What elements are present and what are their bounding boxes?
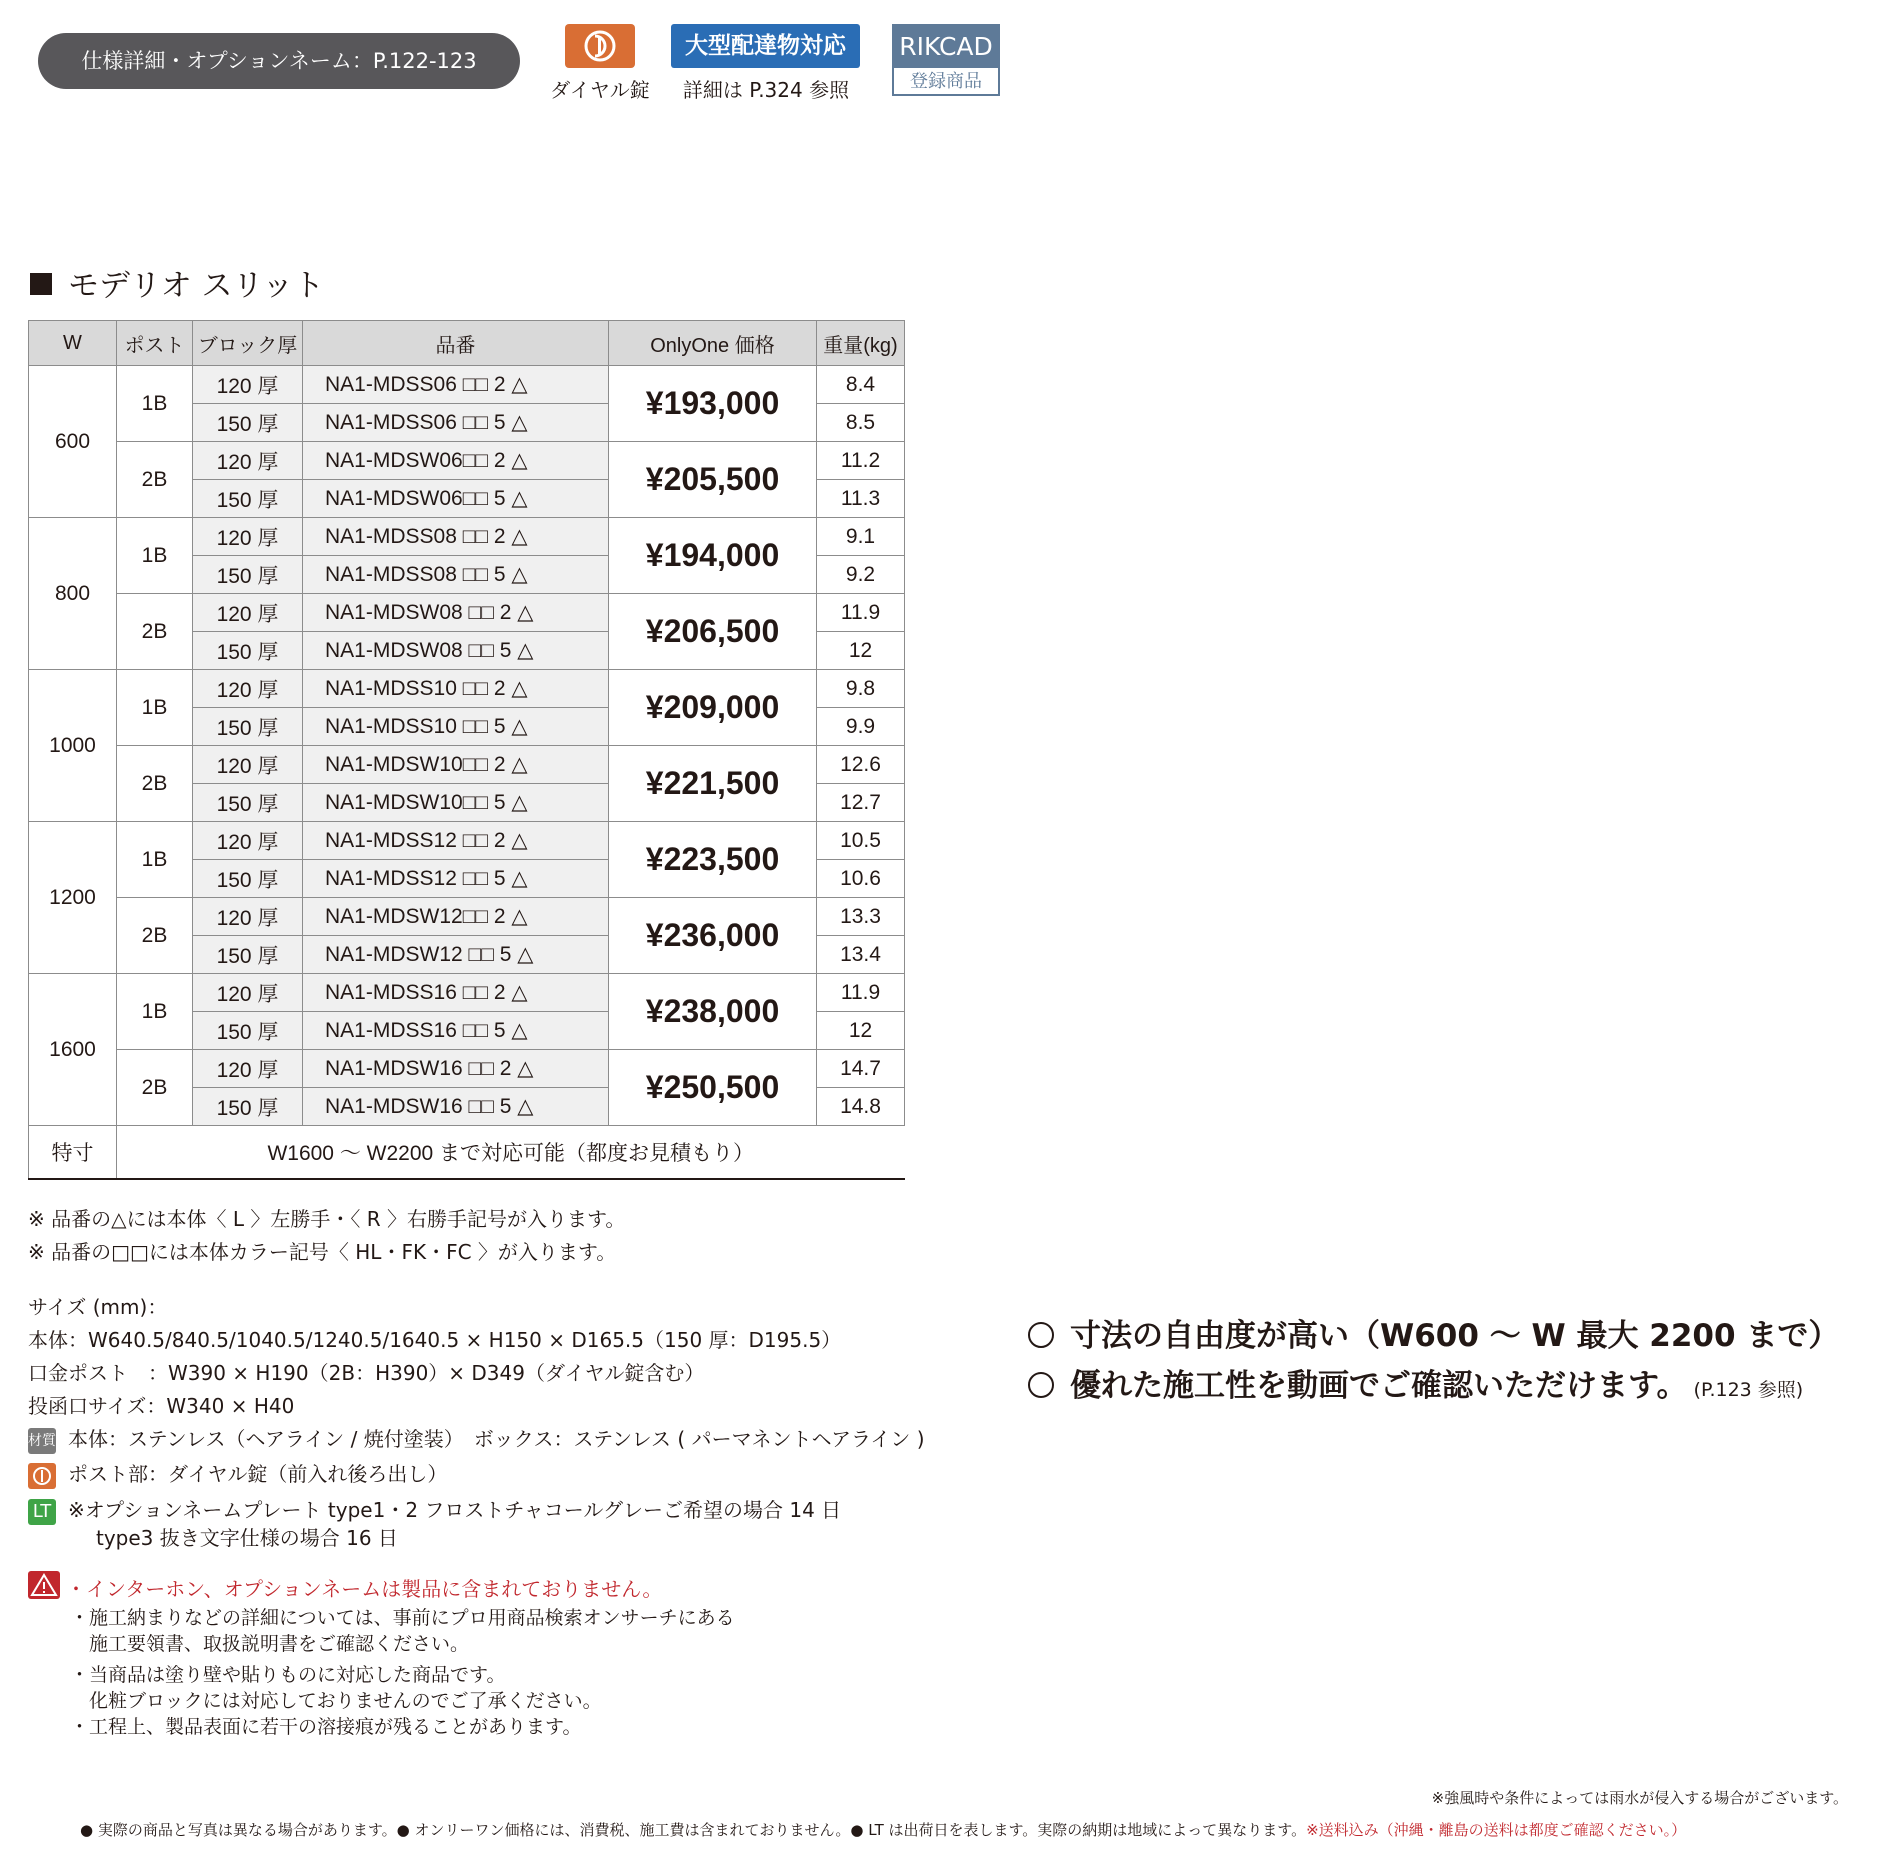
table-row <box>29 974 905 1012</box>
weight-cell: 12 <box>817 1012 905 1050</box>
circle-bullet-icon <box>1028 1372 1054 1398</box>
rikcad-sub: 登録商品 <box>910 71 982 92</box>
dial-lock-small-icon <box>28 1463 56 1489</box>
table-body <box>29 366 905 1126</box>
width-cell: 600 <box>29 366 117 518</box>
table-header-row <box>29 321 905 366</box>
part-number-cell: NA1-MDSS12 □□ 2 △ <box>303 822 609 860</box>
post-cell: 2B <box>117 898 193 974</box>
square-bullet-icon <box>30 273 52 295</box>
weight-cell: 9.2 <box>817 556 905 594</box>
weight-cell: 12 <box>817 632 905 670</box>
feature-text: 優れた施工性を動画でご確認いただけます。 <box>1070 1368 1688 1404</box>
large-delivery-badge: 大型配達物対応 <box>671 24 860 68</box>
part-number-cell: NA1-MDSS06 □□ 2 △ <box>303 366 609 404</box>
price-cell: ¥238,000 <box>609 974 817 1050</box>
thickness-cell: 150 厚 <box>193 1088 303 1126</box>
material-text: 本体：ステンレス（ヘアライン / 焼付塗装） ボックス：ステンレス ( パーマネントヘアライン ) <box>68 1427 925 1451</box>
table-row <box>29 898 905 936</box>
warning-line: ・施工納まりなどの詳細については、事前にプロ用商品検索オンサーチにある <box>70 1607 735 1629</box>
thickness-cell: 120 厚 <box>193 746 303 784</box>
circle-bullet-icon <box>1028 1322 1054 1348</box>
thickness-cell: 150 厚 <box>193 404 303 442</box>
thickness-cell: 120 厚 <box>193 822 303 860</box>
part-number-cell: NA1-MDSW16 □□ 5 △ <box>303 1088 609 1126</box>
weight-cell: 13.3 <box>817 898 905 936</box>
rikcad-title: RIKCAD <box>894 26 998 68</box>
post-cell: 2B <box>117 594 193 670</box>
warning-line: ・当商品は塗り壁や貼りものに対応した商品です。 <box>70 1664 506 1686</box>
weight-cell: 12.7 <box>817 784 905 822</box>
dial-lock-label: ダイヤル錠 <box>550 78 650 102</box>
section-title-text: モデリオ スリット <box>68 268 325 304</box>
note-line: ※ 品番の□□には本体カラー記号〈 HL・FK・FC 〉が入ります。 <box>28 1240 617 1264</box>
weight-cell: 9.8 <box>817 670 905 708</box>
price-table <box>28 320 905 1180</box>
feature-ref: (P.123 参照) <box>1693 1379 1804 1401</box>
part-number-cell: NA1-MDSW06□□ 5 △ <box>303 480 609 518</box>
price-cell: ¥221,500 <box>609 746 817 822</box>
table-row <box>29 518 905 556</box>
thickness-cell: 150 厚 <box>193 632 303 670</box>
warning-line: ・工程上、製品表面に若干の溶接痕が残ることがあります。 <box>70 1716 582 1738</box>
table-row <box>29 366 905 404</box>
thickness-cell: 120 厚 <box>193 670 303 708</box>
note-line: ※ 品番の△には本体〈 L 〉左勝手・〈 R 〉右勝手記号が入ります。 <box>28 1207 626 1231</box>
lock-line <box>28 1458 447 1489</box>
special-size-row <box>29 1126 905 1180</box>
size-slot: 投函口サイズ：W340 × H40 <box>28 1394 295 1418</box>
thickness-cell: 120 厚 <box>193 1050 303 1088</box>
part-number-cell: NA1-MDSS10 □□ 2 △ <box>303 670 609 708</box>
post-cell: 1B <box>117 670 193 746</box>
dial-lock-icon <box>565 24 635 68</box>
thickness-cell: 120 厚 <box>193 974 303 1012</box>
header-post: ポスト <box>117 321 193 366</box>
size-label: サイズ (mm)： <box>28 1295 168 1319</box>
weight-cell: 10.5 <box>817 822 905 860</box>
part-number-cell: NA1-MDSS16 □□ 2 △ <box>303 974 609 1012</box>
price-cell: ¥194,000 <box>609 518 817 594</box>
thickness-cell: 150 厚 <box>193 936 303 974</box>
rikcad-badge <box>892 24 1000 96</box>
thickness-cell: 120 厚 <box>193 898 303 936</box>
special-size-label: 特寸 <box>29 1126 117 1180</box>
price-cell: ¥193,000 <box>609 366 817 442</box>
header-weight: 重量(kg) <box>817 321 905 366</box>
header-price: OnlyOne 価格 <box>609 321 817 366</box>
thickness-cell: 150 厚 <box>193 860 303 898</box>
part-number-cell: NA1-MDSW10□□ 5 △ <box>303 784 609 822</box>
weight-cell: 14.7 <box>817 1050 905 1088</box>
thickness-cell: 120 厚 <box>193 366 303 404</box>
part-number-cell: NA1-MDSW08 □□ 2 △ <box>303 594 609 632</box>
weight-cell: 14.8 <box>817 1088 905 1126</box>
thickness-cell: 150 厚 <box>193 1012 303 1050</box>
spec-detail-link[interactable]: 仕様詳細・オプションネーム：P.122-123 <box>38 33 520 89</box>
large-delivery-ref: 詳細は P.324 参照 <box>682 78 850 102</box>
thickness-cell: 150 厚 <box>193 708 303 746</box>
material-icon: 材質 <box>28 1428 56 1454</box>
footer-line <box>80 1819 1686 1840</box>
part-number-cell: NA1-MDSS10 □□ 5 △ <box>303 708 609 746</box>
thickness-cell: 120 厚 <box>193 518 303 556</box>
post-cell: 2B <box>117 746 193 822</box>
thickness-cell: 150 厚 <box>193 784 303 822</box>
table-row <box>29 1050 905 1088</box>
price-cell: ¥209,000 <box>609 670 817 746</box>
lead-time-text: ※オプションネームプレート type1・2 フロストチャコールグレーご希望の場合 14 日 <box>68 1498 842 1522</box>
table-row <box>29 746 905 784</box>
weight-cell: 8.5 <box>817 404 905 442</box>
table-row <box>29 442 905 480</box>
footer-main: ● 実際の商品と写真は異なる場合があります。● オンリーワン価格には、消費税、施工費は含まれておりません。● LT は出荷日を表します。実際の納期は地域によって異なります。 <box>80 1821 1307 1839</box>
part-number-cell: NA1-MDSW16 □□ 2 △ <box>303 1050 609 1088</box>
feature-item <box>1028 1360 1803 1405</box>
part-number-cell: NA1-MDSS12 □□ 5 △ <box>303 860 609 898</box>
warning-line: 化粧ブロックには対応しておりませんのでご了承ください。 <box>70 1690 602 1712</box>
width-cell: 800 <box>29 518 117 670</box>
header-block-thickness: ブロック厚 <box>193 321 303 366</box>
warning-line: 施工要領書、取扱説明書をご確認ください。 <box>70 1633 470 1655</box>
post-cell: 2B <box>117 1050 193 1126</box>
part-number-cell: NA1-MDSW12 □□ 5 △ <box>303 936 609 974</box>
special-size-text: W1600 ～ W2200 まで対応可能（都度お見積もり） <box>117 1126 905 1180</box>
footer-shipping-note: ※送料込み（沖縄・離島の送料は都度ご確認ください。） <box>1306 1821 1687 1839</box>
table-row <box>29 594 905 632</box>
weight-cell: 9.9 <box>817 708 905 746</box>
price-cell: ¥236,000 <box>609 898 817 974</box>
warning-icon <box>28 1571 60 1599</box>
width-cell: 1600 <box>29 974 117 1126</box>
feature-text: 寸法の自由度が高い（W600 ～ W 最大 2200 まで） <box>1070 1318 1840 1354</box>
post-cell: 1B <box>117 974 193 1050</box>
thickness-cell: 150 厚 <box>193 480 303 518</box>
size-post: 口金ポスト ：W390 × H190（2B：H390）× D349（ダイヤル錠含む） <box>28 1361 705 1385</box>
thickness-cell: 120 厚 <box>193 594 303 632</box>
table-row <box>29 822 905 860</box>
weight-cell: 11.3 <box>817 480 905 518</box>
price-cell: ¥223,500 <box>609 822 817 898</box>
feature-item <box>1028 1310 1839 1355</box>
table-row <box>29 670 905 708</box>
post-cell: 1B <box>117 822 193 898</box>
part-number-cell: NA1-MDSW12□□ 2 △ <box>303 898 609 936</box>
header-part-number: 品番 <box>303 321 609 366</box>
thickness-cell: 120 厚 <box>193 442 303 480</box>
post-cell: 1B <box>117 518 193 594</box>
part-number-cell: NA1-MDSS06 □□ 5 △ <box>303 404 609 442</box>
post-cell: 1B <box>117 366 193 442</box>
weight-cell: 10.6 <box>817 860 905 898</box>
part-number-cell: NA1-MDSS08 □□ 2 △ <box>303 518 609 556</box>
price-cell: ¥205,500 <box>609 442 817 518</box>
size-body: 本体：W640.5/840.5/1040.5/1240.5/1640.5 × H150 × D165.5（150 厚：D195.5） <box>28 1328 842 1352</box>
lt-icon: LT <box>28 1499 56 1525</box>
weight-cell: 13.4 <box>817 936 905 974</box>
post-cell: 2B <box>117 442 193 518</box>
section-title <box>30 260 324 305</box>
thickness-cell: 150 厚 <box>193 556 303 594</box>
warning-red-line: ・インターホン、オプションネームは製品に含まれておりません。 <box>66 1577 663 1601</box>
width-cell: 1000 <box>29 670 117 822</box>
material-line <box>28 1423 925 1454</box>
weight-cell: 8.4 <box>817 366 905 404</box>
lock-text: ポスト部：ダイヤル錠（前入れ後ろ出し） <box>68 1462 448 1486</box>
part-number-cell: NA1-MDSS16 □□ 5 △ <box>303 1012 609 1050</box>
price-cell: ¥250,500 <box>609 1050 817 1126</box>
part-number-cell: NA1-MDSW06□□ 2 △ <box>303 442 609 480</box>
weight-cell: 9.1 <box>817 518 905 556</box>
weight-cell: 12.6 <box>817 746 905 784</box>
rain-note: ※強風時や条件によっては雨水が侵入する場合がございます。 <box>1431 1789 1848 1807</box>
price-cell: ¥206,500 <box>609 594 817 670</box>
part-number-cell: NA1-MDSS08 □□ 5 △ <box>303 556 609 594</box>
header-w: W <box>29 321 117 366</box>
lead-time-line <box>28 1494 841 1525</box>
weight-cell: 11.2 <box>817 442 905 480</box>
part-number-cell: NA1-MDSW10□□ 2 △ <box>303 746 609 784</box>
lead-time-text-2: type3 抜き文字仕様の場合 16 日 <box>96 1526 398 1550</box>
weight-cell: 11.9 <box>817 594 905 632</box>
width-cell: 1200 <box>29 822 117 974</box>
part-number-cell: NA1-MDSW08 □□ 5 △ <box>303 632 609 670</box>
weight-cell: 11.9 <box>817 974 905 1012</box>
